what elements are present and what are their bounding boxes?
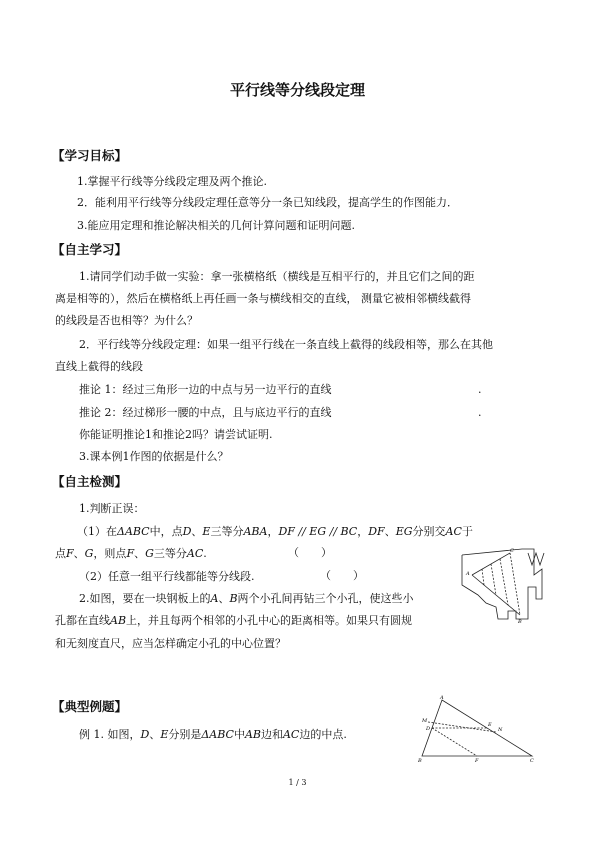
study-p1-line1: 1.请同学们动手做一实验：拿一张横格纸（横线是互相平行的，并且它们之间的距 xyxy=(79,270,475,283)
fig2-label-m: M xyxy=(422,718,428,724)
parallel-1 xyxy=(482,569,484,585)
parallel-3 xyxy=(500,559,508,605)
answer-blank-2[interactable]: （ ） xyxy=(320,569,364,582)
page-number: 1 / 3 xyxy=(288,778,307,787)
corollary-2-dot: . xyxy=(478,406,482,419)
goal-item-2: 2．能利用平行线等分线段定理任意等分一条已知线段，提高学生的作图能力． xyxy=(77,196,458,209)
parallel-2 xyxy=(491,564,496,595)
corollary-2: 推论 2：经过梯形一腰的中点，且与底边平行的直线 xyxy=(79,406,332,419)
parallel-4 xyxy=(510,553,520,615)
fig2-label-f: F xyxy=(475,758,479,764)
corollary-1: 推论 1：经过三角形一边的中点与另一边平行的直线 xyxy=(79,383,332,396)
example-1: 例 1. 如图，D、E分别是ΔABC中AB边和AC边的中点. xyxy=(79,728,347,741)
fig2-label-c: C xyxy=(530,758,534,764)
fig1-label-b: B xyxy=(518,619,522,625)
corollary-1-dot: . xyxy=(478,383,482,396)
fig2-label-e: E xyxy=(488,722,492,728)
judge-label: 1.判断正误： xyxy=(79,502,145,515)
fig1-label-c: C xyxy=(510,548,514,554)
problem-2-line2: 孔都在直线AB上，并且每两个相邻的小孔中心的距离相等。如果只有圆规 xyxy=(55,614,413,627)
heading-learning-goals: 【学习目标】 xyxy=(52,148,128,163)
fig2-label-n: N xyxy=(498,727,503,733)
problem-2-line1: 2.如图，要在一块钢板上的A、B两个小孔间再钻三个小孔，使这些小 xyxy=(79,592,414,605)
study-p2-line2: 直线上截得的线段 xyxy=(55,360,143,373)
v-shape xyxy=(528,553,544,565)
triangle-abc xyxy=(422,700,532,756)
answer-blank-1[interactable]: （ ） xyxy=(288,546,332,559)
fig2-label-d: D xyxy=(426,726,431,732)
heading-examples: 【典型例题】 xyxy=(52,699,128,714)
segment-df xyxy=(432,728,477,756)
question-1-line2: 点F、G，则点F、G三等分AC. xyxy=(55,547,207,560)
problem-2-line3: 和无刻度直尺，应当怎样确定小孔的中心位置？ xyxy=(55,637,286,650)
goal-item-1: 1.掌握平行线等分线段定理及两个推论. xyxy=(77,175,267,188)
heading-self-check: 【自主检测】 xyxy=(52,474,128,489)
study-item-3: 3.课本例1作图的依据是什么？ xyxy=(79,450,229,463)
fig2-label-b: B xyxy=(418,758,422,764)
question-2: （2）任意一组平行线都能等分线段. xyxy=(79,570,255,583)
study-p1-line2: 离是相等的），然后在横格纸上再任画一条与横线相交的直线， 测量它被相邻横线截得 xyxy=(55,292,471,305)
proof-question: 你能证明推论1和推论2吗？请尝试证明. xyxy=(79,428,273,441)
steel-plate-figure xyxy=(460,545,550,625)
heading-self-study: 【自主学习】 xyxy=(52,242,128,257)
fig2-label-a: A xyxy=(440,695,444,701)
page-title: 平行线等分线段定理 xyxy=(229,81,365,99)
triangle-figure xyxy=(418,694,538,764)
study-p2-line1: 2．平行线等分线段定理：如果一组平行线在一条直线上截得的线段相等，那么在其他 xyxy=(79,338,493,351)
question-1-line1: （1）在ΔABC中，点D、E三等分ABA，DF // EG // BC，DF、EG分别交AC于 xyxy=(77,525,473,538)
study-p1-line3: 的线段是否也相等？为什么？ xyxy=(55,314,198,327)
fig1-label-a: A xyxy=(466,571,470,577)
goal-item-3: 3.能应用定理和推论解决相关的几何计算问题和证明问题. xyxy=(77,219,355,232)
